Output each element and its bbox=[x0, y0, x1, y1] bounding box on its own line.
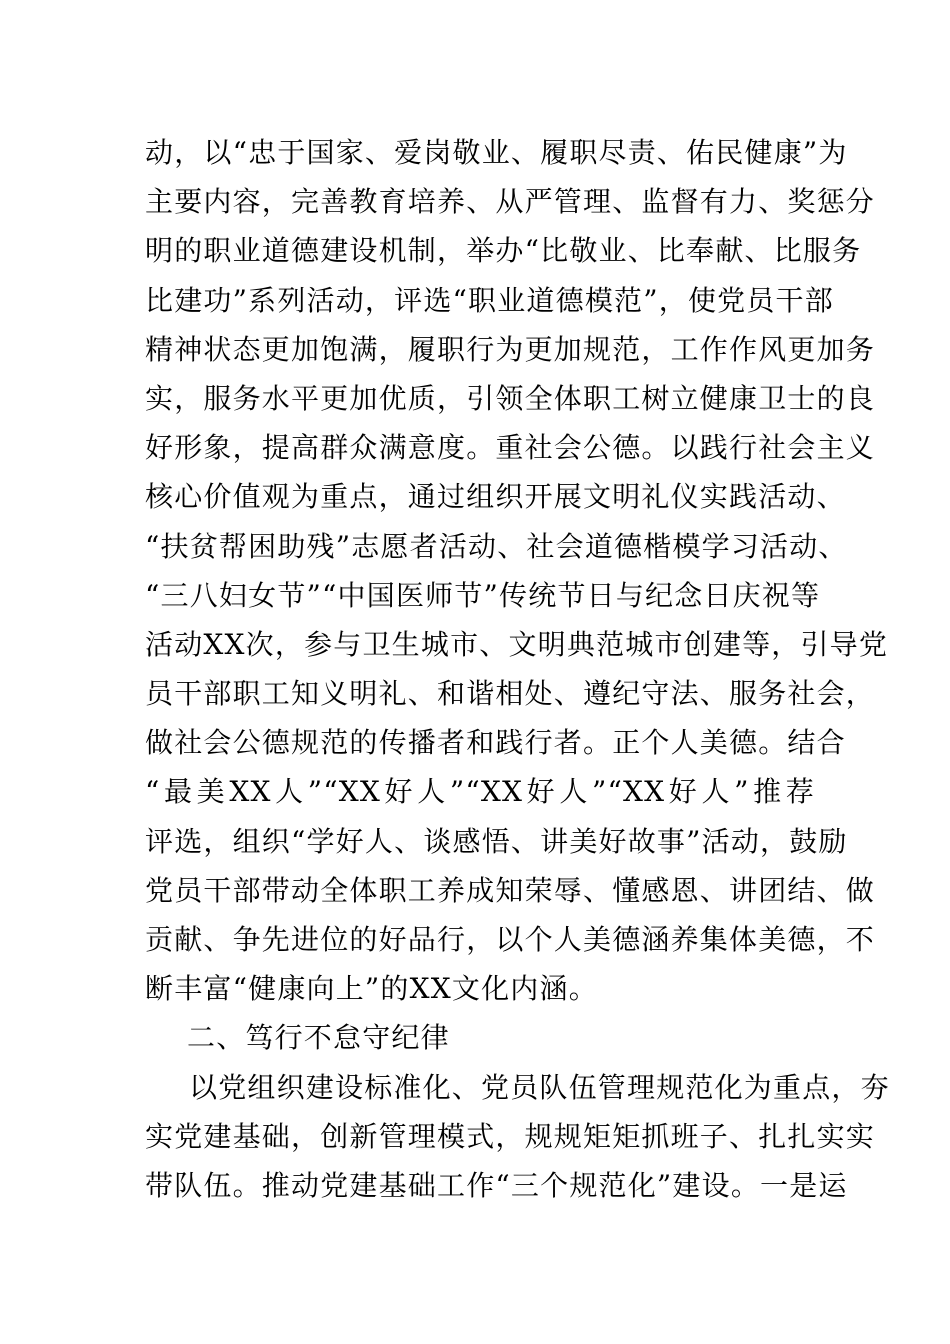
text-line: 精神状态更加饱满，履职行为更加规范，工作作风更加务 bbox=[145, 332, 876, 366]
text-line: 党员干部带动全体职工养成知荣辱、懂感恩、讲团结、做 bbox=[145, 873, 876, 907]
text-line: “三八妇女节”“中国医师节”传统节日与纪念日庆祝等 bbox=[145, 578, 821, 612]
text-line: 做社会公德规范的传播者和践行者。正个人美德。结合 bbox=[145, 726, 846, 760]
text-line: 动，以“忠于国家、爱岗敬业、履职尽责、佑民健康”为 bbox=[145, 136, 848, 169]
document-body bbox=[145, 128, 890, 1210]
text-line: 以党组织建设标准化、党员队伍管理规范化为重点，夯 bbox=[189, 1070, 890, 1104]
text-line: 员干部职工知义明礼、和谐相处、遵纪守法、服务社会， bbox=[145, 677, 876, 711]
text-line: 明的职业道德建设机制，举办“比敬业、比奉献、比服务 bbox=[145, 234, 862, 268]
text-line: 实党建基础，创新管理模式，规规矩矩抓班子、扎扎实实 bbox=[145, 1119, 876, 1153]
text-line: 活动XX次，参与卫生城市、文明典范城市创建等，引导党 bbox=[145, 627, 889, 661]
text-line: 实，服务水平更加优质，引领全体职工树立健康卫士的良 bbox=[145, 381, 876, 415]
text-line: 带队伍。推动党建基础工作“三个规范化”建设。一是运 bbox=[145, 1168, 848, 1202]
text-line: 好形象，提高群众满意度。重社会公德。以践行社会主义 bbox=[145, 431, 876, 465]
text-line: 主要内容，完善教育培养、从严管理、监督有力、奖惩分 bbox=[145, 185, 876, 219]
text-line: “扶贫帮困助残”志愿者活动、社会道德楷模学习活动、 bbox=[145, 529, 848, 563]
text-line: 核心价值观为重点，通过组织开展文明礼仪实践活动、 bbox=[145, 480, 846, 514]
section-heading: 二、笃行不怠守纪律 bbox=[187, 1021, 450, 1055]
text-line: 比建功”系列活动，评选“职业道德模范”，使党员干部 bbox=[145, 283, 834, 317]
text-line: 贡献、争先进位的好品行，以个人美德涵养集体美德，不 bbox=[145, 923, 876, 956]
text-line: “最美XX人”“XX好人”“XX好人”“XX好人”推荐 bbox=[145, 775, 815, 809]
text-line: 评选，组织“学好人、谈感悟、讲美好故事”活动，鼓励 bbox=[145, 824, 848, 858]
text-line: 断丰富“健康向上”的XX文化内涵。 bbox=[145, 972, 598, 1006]
